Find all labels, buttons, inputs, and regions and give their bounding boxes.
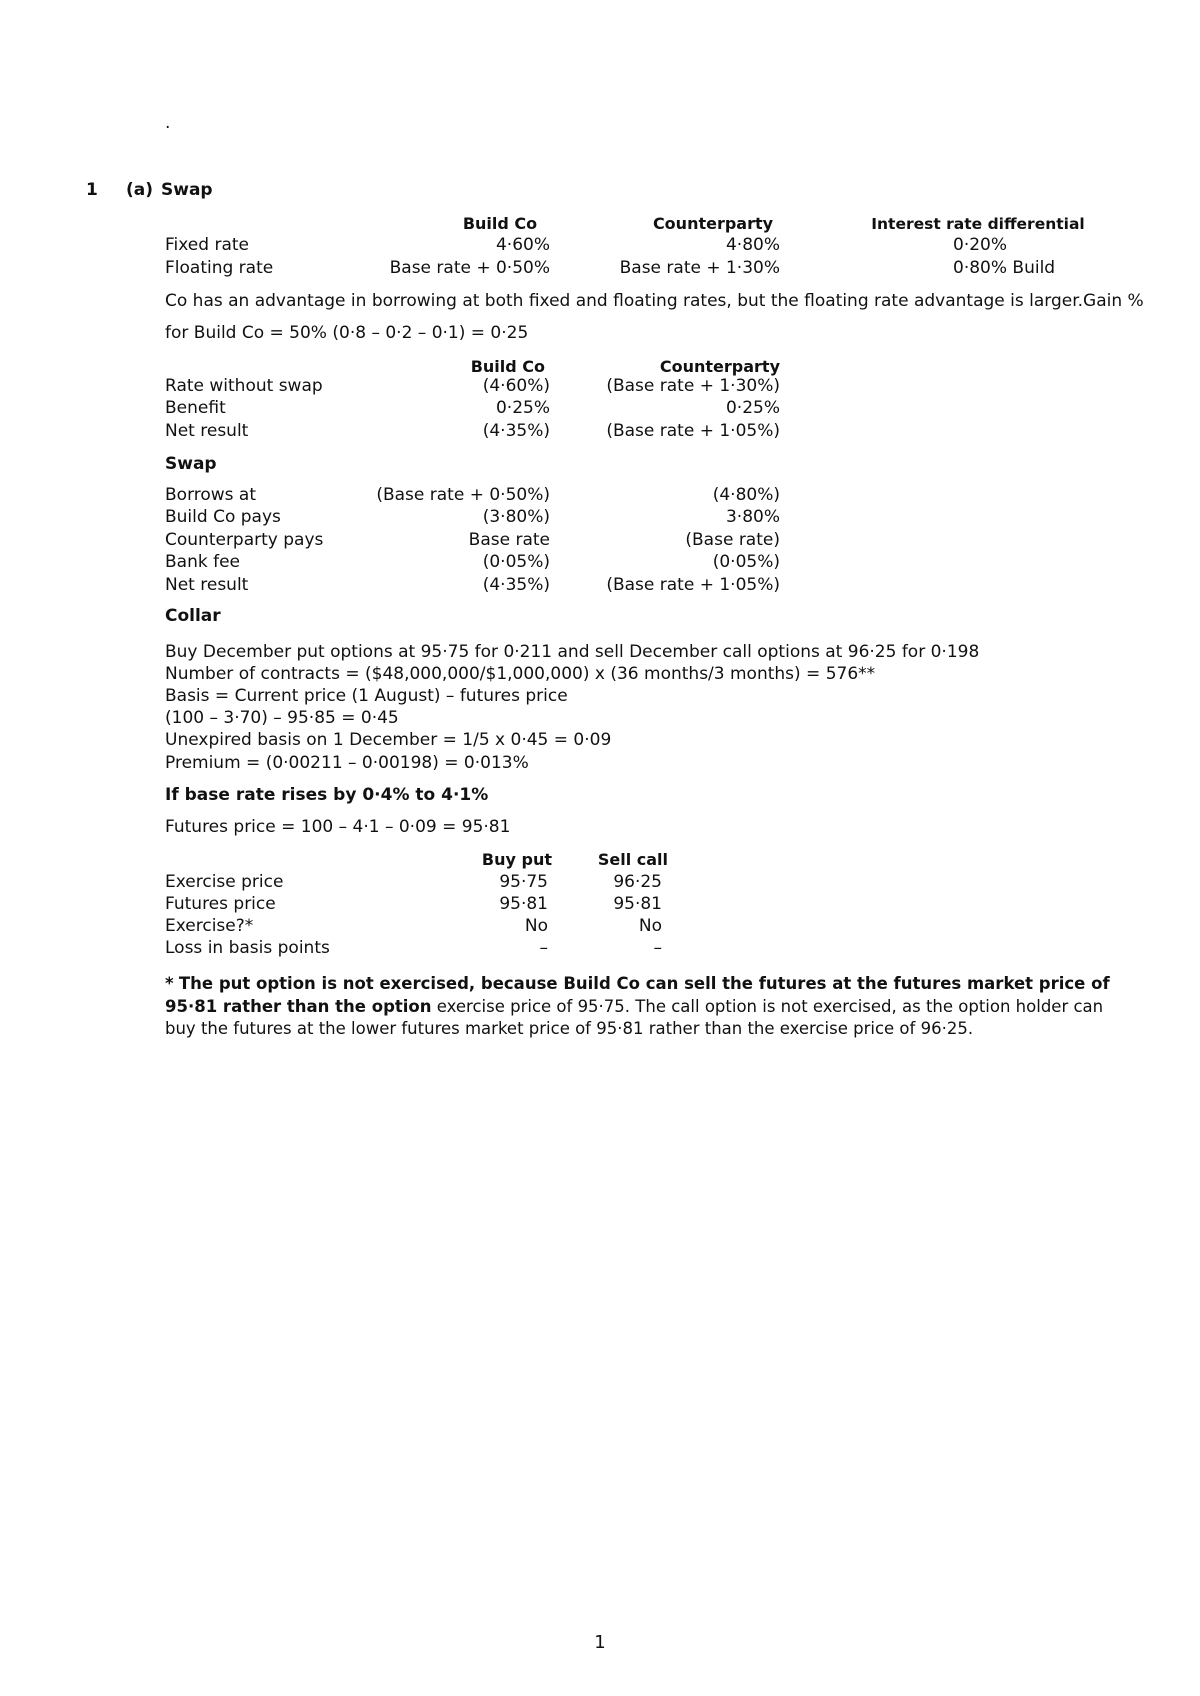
cell-call: 95·81 <box>613 894 662 914</box>
cell-build: Base rate + 0·50% <box>389 258 550 278</box>
row-label: Counterparty pays <box>165 530 324 550</box>
cell-put: 95·75 <box>499 872 548 892</box>
row-label: Net result <box>165 421 249 441</box>
cell-counterparty: (4·80%) <box>712 485 780 505</box>
row-label: Build Co pays <box>165 507 281 527</box>
row-label: Rate without swap <box>165 376 323 396</box>
footnote-text: exercise price of 95·75. The call option is not exercised, as the option holder can buy the futures at the lower futures market price of 95·81 rather than the exercise price of 96·25. <box>165 996 1104 1038</box>
question-number: 1 <box>86 180 98 200</box>
cell-counterparty: (Base rate) <box>685 530 780 550</box>
futures-price-line: Futures price = 100 – 4·1 – 0·09 = 95·81 <box>165 817 511 837</box>
cell-differential: 0·80% Build <box>953 258 1056 278</box>
cell-put: – <box>539 938 548 958</box>
col-header-counterparty: Counterparty <box>652 214 774 233</box>
row-label: Exercise price <box>165 872 284 892</box>
calc-line: Unexpired basis on 1 December = 1/5 x 0·45 = 0·09 <box>165 730 612 750</box>
row-label: Borrows at <box>165 485 257 505</box>
cell-differential: 0·20% <box>953 235 1008 255</box>
row-label: Bank fee <box>165 552 241 572</box>
cell-build: (4·35%) <box>482 421 550 441</box>
col-header-buy-put: Buy put <box>481 850 552 869</box>
col-header-build-co: Build Co <box>462 214 538 233</box>
row-label: Fixed rate <box>165 235 249 255</box>
cell-counterparty: 4·80% <box>725 235 780 255</box>
page-number: 1 <box>594 1632 606 1653</box>
cell-counterparty: (Base rate + 1·05%) <box>606 421 780 441</box>
col-header-differential: Interest rate differential <box>871 215 1085 233</box>
explanation-line-2: for Build Co = 50% (0·8 – 0·2 – 0·1) = 0·25 <box>165 323 529 343</box>
cell-counterparty: (Base rate + 1·30%) <box>606 376 780 396</box>
cell-build: (Base rate + 0·50%) <box>376 485 550 505</box>
row-label: Futures price <box>165 894 276 914</box>
cell-counterparty: Base rate + 1·30% <box>619 258 780 278</box>
row-label: Benefit <box>165 398 226 418</box>
row-label: Exercise?* <box>165 916 254 936</box>
footnote-star: * <box>165 974 174 993</box>
cell-build: (4·60%) <box>482 376 550 396</box>
row-label: Loss in basis points <box>165 938 330 958</box>
calc-line: Buy December put options at 95·75 for 0·211 and sell December call options at 96·25 for 0·198 <box>165 642 980 662</box>
footnote <box>165 973 1133 1041</box>
stray-dot: . <box>165 113 171 133</box>
cell-call: 96·25 <box>613 872 662 892</box>
part-title: Swap <box>161 180 213 200</box>
cell-call: No <box>638 916 662 936</box>
cell-counterparty: (0·05%) <box>712 552 780 572</box>
row-label: Floating rate <box>165 258 274 278</box>
calc-line: Premium = (0·00211 – 0·00198) = 0·013% <box>165 753 529 773</box>
col-header-sell-call: Sell call <box>597 850 668 869</box>
calc-line: (100 – 3·70) – 95·85 = 0·45 <box>165 708 399 728</box>
part-label: (a) <box>126 180 154 200</box>
cell-call: – <box>653 938 662 958</box>
cell-counterparty: 3·80% <box>725 507 780 527</box>
cell-put: 95·81 <box>499 894 548 914</box>
section-title-rate-rise: If base rate rises by 0·4% to 4·1% <box>165 785 489 805</box>
cell-counterparty: (Base rate + 1·05%) <box>606 575 780 595</box>
cell-build: 4·60% <box>495 235 550 255</box>
cell-build: (3·80%) <box>482 507 550 527</box>
row-label: Net result <box>165 575 249 595</box>
cell-build: (0·05%) <box>482 552 550 572</box>
cell-build: (4·35%) <box>482 575 550 595</box>
section-title-swap: Swap <box>165 454 217 474</box>
col-header-build-co: Build Co <box>470 357 545 376</box>
cell-put: No <box>524 916 548 936</box>
cell-build: 0·25% <box>495 398 550 418</box>
footnote-text-bold: The put option is not exercised, because Build Co can sell the futures at the futures market price of 95·81 rather than the option <box>165 974 1110 1016</box>
calc-line: Number of contracts = ($48,000,000/$1,000,000) x (36 months/3 months) = 576** <box>165 664 876 684</box>
section-title-collar: Collar <box>165 606 221 626</box>
explanation-line-1: Co has an advantage in borrowing at both fixed and floating rates, but the floating rate advantage is larger.Gain % <box>165 291 1144 311</box>
cell-counterparty: 0·25% <box>725 398 780 418</box>
col-header-counterparty: Counterparty <box>659 357 780 376</box>
calc-line: Basis = Current price (1 August) – futures price <box>165 686 568 706</box>
cell-build: Base rate <box>468 530 550 550</box>
